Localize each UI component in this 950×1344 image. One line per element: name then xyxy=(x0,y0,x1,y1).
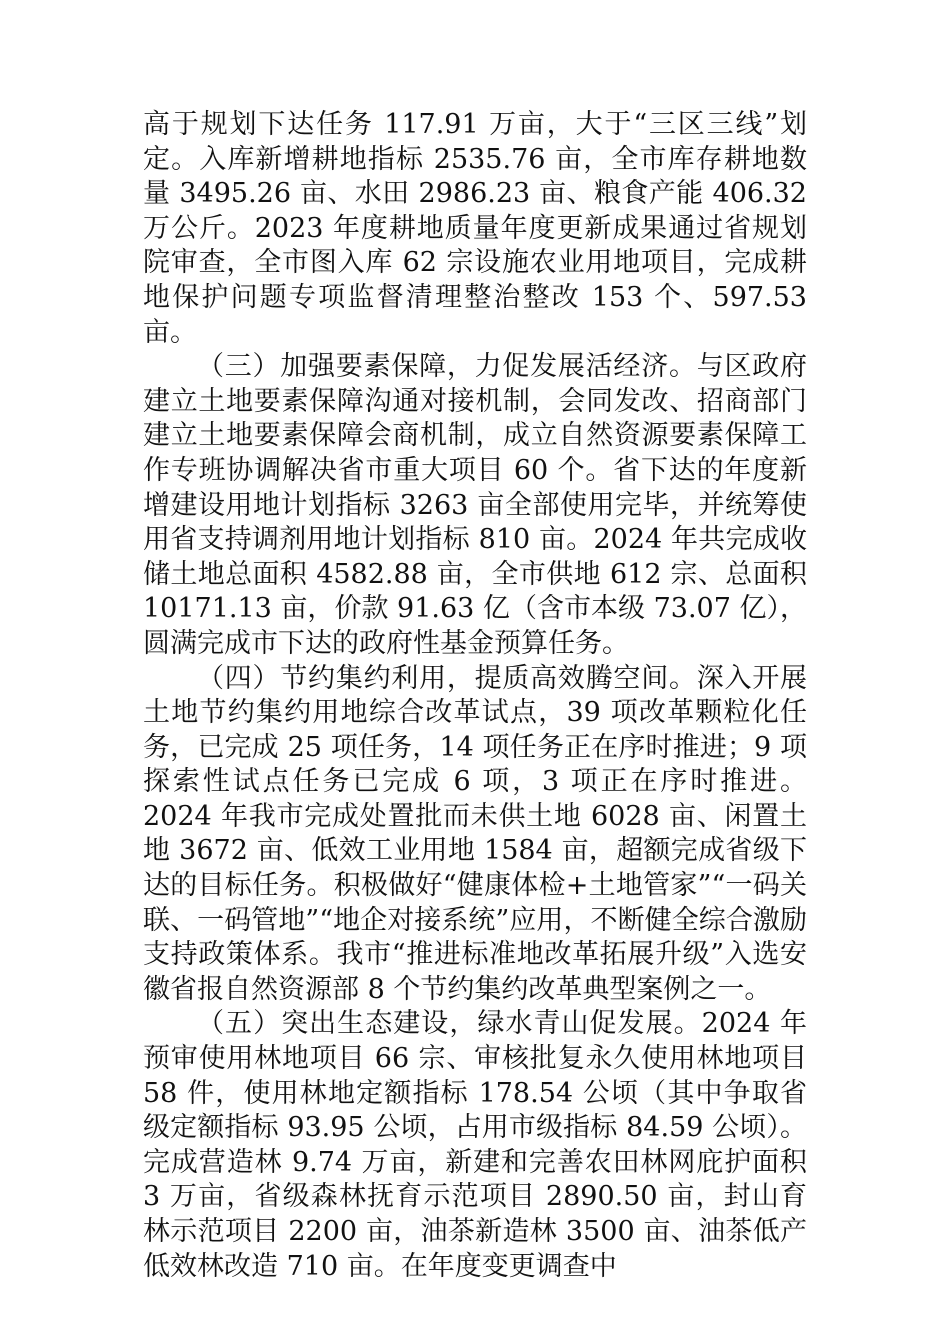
paragraph-continuation: 高于规划下达任务 117.91 万亩，大于“三区三线”划定。入库新增耕地指标 2535.76 亩，全市库存耕地数量 3495.26 亩、水田 2986.23 亩、粮食产能 406.32 万公斤。2023 年度耕地质量年度更新成果通过省规划院审查，全市图入库 62 宗设施农业用地项目，完成耕地保护问题专项监督清理整治整改 153 个、597.53 亩。 xyxy=(143,109,807,348)
paragraph-section-4-land-saving: （四）节约集约利用，提质高效腾空间。深入开展土地节约集约用地综合改革试点，39 项改革颗粒化任务，已完成 25 项任务，14 项任务正在序时推进；9 项探索性试点任务已完成 6 项，3 项正在序时推进。2024 年我市完成处置批而未供土地 6028 亩、闲置土地 3672 亩、低效工业用地 1584 亩，超额完成省级下达的目标任务。积极做好“健康体检+土地管家”“一码关联、一码管地”“地企对接系统”应用，不断健全综合激励支持政策体系。我市“推进标准地改革拓展升级”入选安徽省报自然资源部 8 个节约集约改革典型案例之一。 xyxy=(143,662,807,1005)
document-page xyxy=(143,108,807,1284)
paragraph-section-3-element-guarantee: （三）加强要素保障，力促发展活经济。与区政府建立土地要素保障沟通对接机制，会同发改、招商部门建立土地要素保障会商机制，成立自然资源要素保障工作专班协调解决省市重大项目 60 个。省下达的年度新增建设用地计划指标 3263 亩全部使用完毕，并统筹使用省支持调剂用地计划指标 810 亩。2024 年共完成收储土地总面积 4582.88 亩，全市供地 612 宗、总面积 10171.13 亩，价款 91.63 亿（含市本级 73.07 亿），圆满完成市下达的政府性基金预算任务。 xyxy=(143,351,807,659)
paragraph-section-5-ecology: （五）突出生态建设，绿水青山促发展。2024 年预审使用林地项目 66 宗、审核批复永久使用林地项目 58 件，使用林地定额指标 178.54 公顷（其中争取省级定额指标 93.95 公顷，占用市级指标 84.59 公顷）。完成营造林 9.74 万亩，新建和完善农田林网庇护面积 3 万亩，省级森林抚育示范项目 2890.50 亩，封山育林示范项目 2200 亩，油茶新造林 3500 亩、油茶低产低效林改造 710 亩。在年度变更调查中 xyxy=(143,1008,807,1282)
